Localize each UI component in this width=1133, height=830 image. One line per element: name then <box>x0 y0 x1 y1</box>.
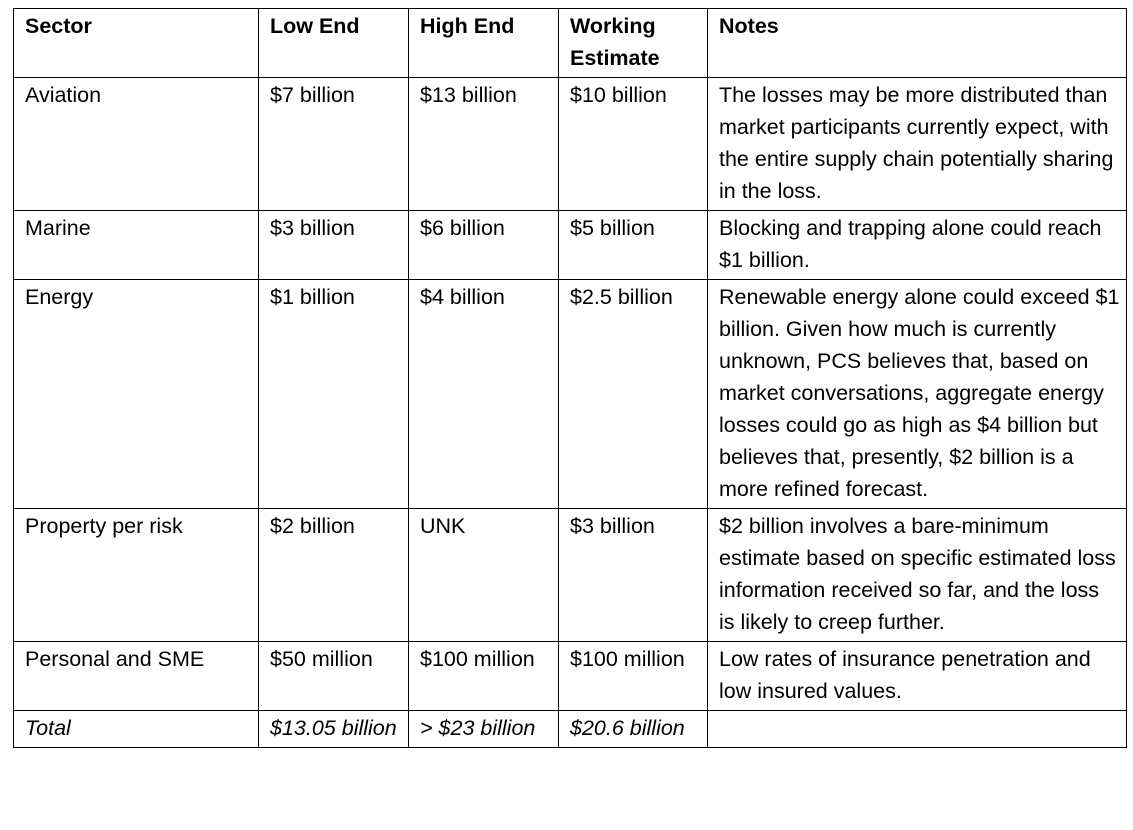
working-estimate-cell: $3 billion <box>559 509 708 642</box>
high-end-cell: $13 billion <box>409 78 559 211</box>
notes-cell: Low rates of insurance penetration and low insured values. <box>708 642 1127 711</box>
working-estimate-cell: $10 billion <box>559 78 708 211</box>
total-label-cell: Total <box>14 711 259 748</box>
working-estimate-cell: $5 billion <box>559 211 708 280</box>
low-end-cell: $3 billion <box>259 211 409 280</box>
total-notes-cell <box>708 711 1127 748</box>
low-end-cell: $2 billion <box>259 509 409 642</box>
header-high-end: High End <box>409 9 559 78</box>
loss-estimates-table <box>13 8 1127 748</box>
notes-cell: The losses may be more distributed than market participants currently expect, with the entire supply chain potentially sharing in the loss. <box>708 78 1127 211</box>
low-end-cell: $7 billion <box>259 78 409 211</box>
table-row <box>14 211 1127 280</box>
total-high-end-cell: > $23 billion <box>409 711 559 748</box>
sector-cell: Property per risk <box>14 509 259 642</box>
header-sector: Sector <box>14 9 259 78</box>
total-low-end-cell: $13.05 billion <box>259 711 409 748</box>
sector-cell: Energy <box>14 280 259 509</box>
table-row <box>14 78 1127 211</box>
table-row <box>14 280 1127 509</box>
table-row <box>14 642 1127 711</box>
header-working-estimate: Working Estimate <box>559 9 708 78</box>
working-estimate-cell: $2.5 billion <box>559 280 708 509</box>
high-end-cell: UNK <box>409 509 559 642</box>
header-notes: Notes <box>708 9 1127 78</box>
total-working-estimate-cell: $20.6 billion <box>559 711 708 748</box>
notes-cell: Renewable energy alone could exceed $1 billion. Given how much is currently unknown, PCS believes that, based on market conversations, aggregate energy losses could go as high as $4 billion but believes that, presently, $2 billion is a more refined forecast. <box>708 280 1127 509</box>
sector-cell: Personal and SME <box>14 642 259 711</box>
high-end-cell: $4 billion <box>409 280 559 509</box>
high-end-cell: $100 million <box>409 642 559 711</box>
sector-cell: Marine <box>14 211 259 280</box>
total-row <box>14 711 1127 748</box>
working-estimate-cell: $100 million <box>559 642 708 711</box>
header-low-end: Low End <box>259 9 409 78</box>
low-end-cell: $50 million <box>259 642 409 711</box>
notes-cell: Blocking and trapping alone could reach $1 billion. <box>708 211 1127 280</box>
notes-cell: $2 billion involves a bare-minimum estimate based on specific estimated loss information received so far, and the loss is likely to creep further. <box>708 509 1127 642</box>
low-end-cell: $1 billion <box>259 280 409 509</box>
table-row <box>14 509 1127 642</box>
sector-cell: Aviation <box>14 78 259 211</box>
high-end-cell: $6 billion <box>409 211 559 280</box>
header-row <box>14 9 1127 78</box>
